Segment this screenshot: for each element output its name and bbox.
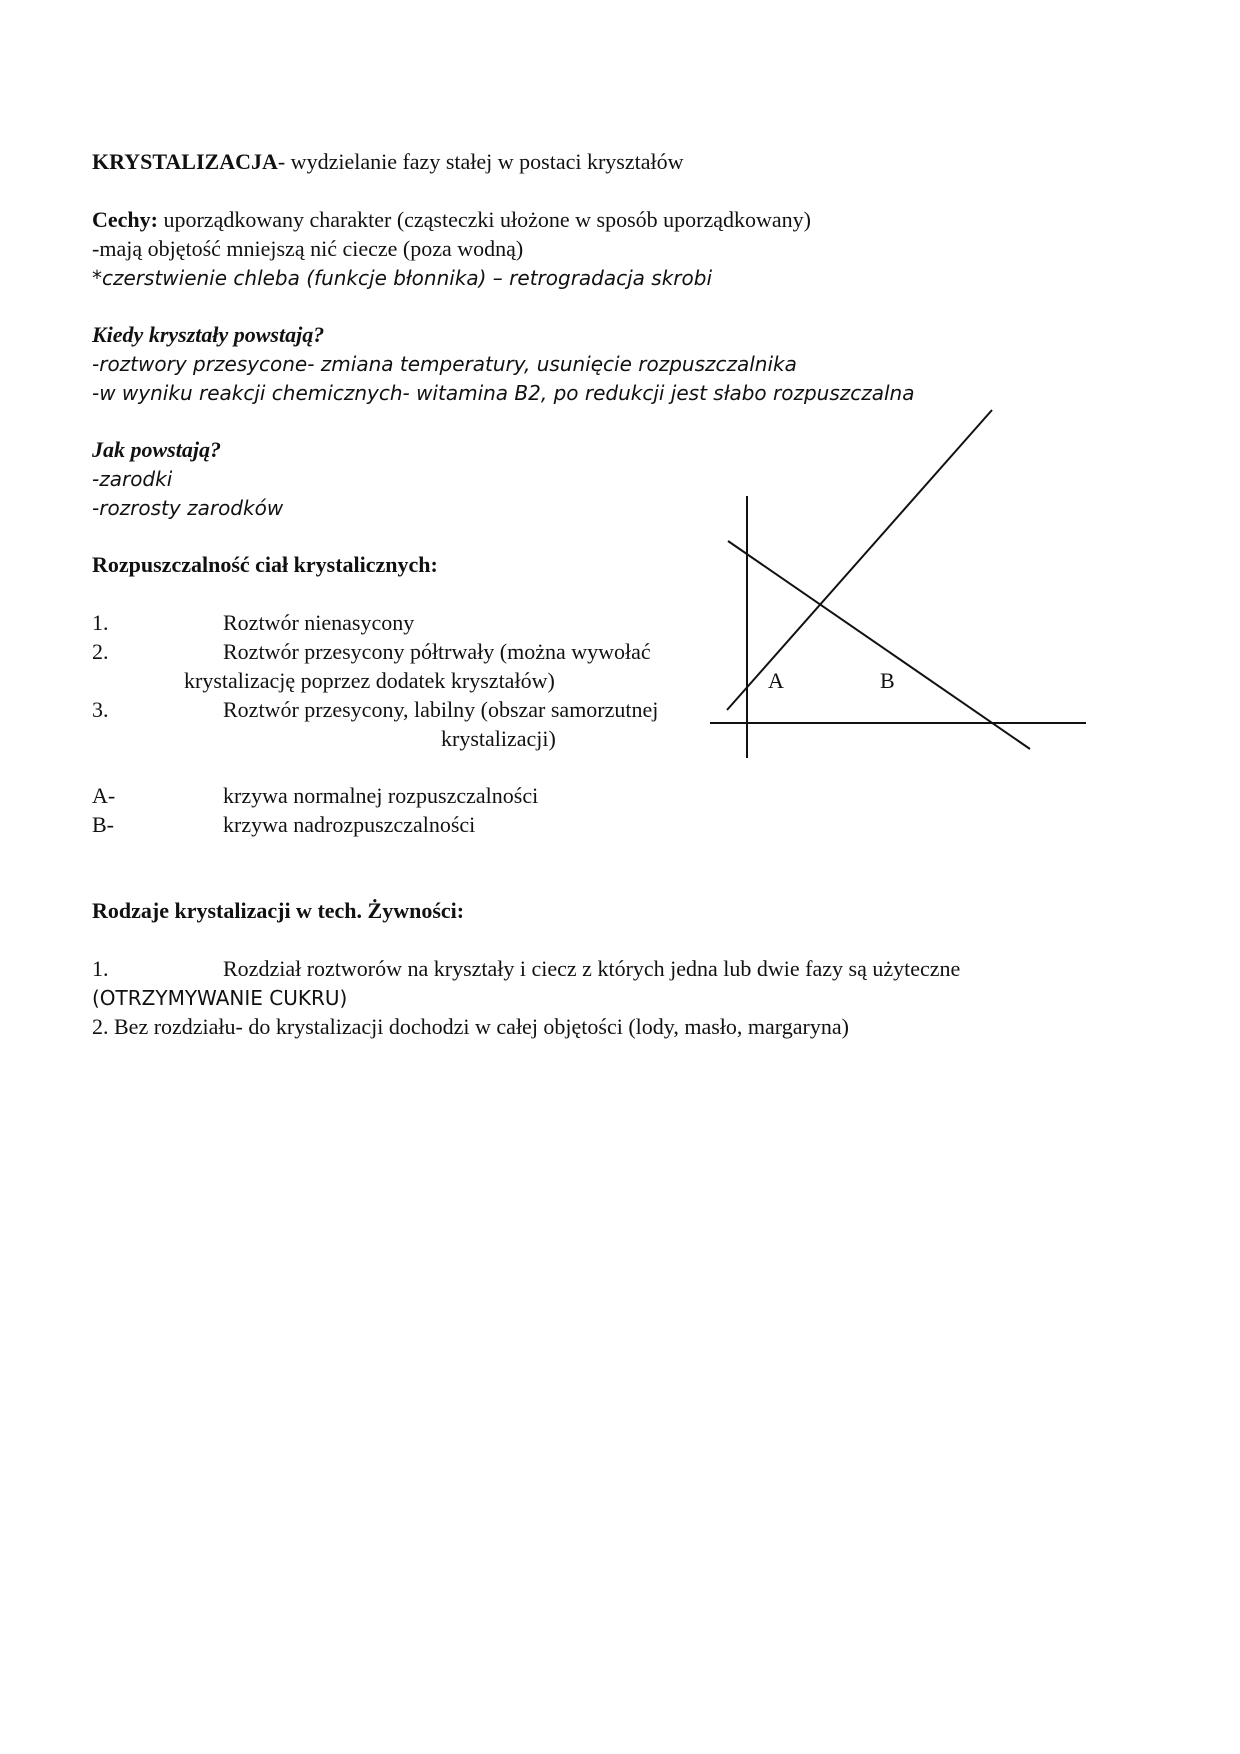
kiedy-heading-text: Kiedy kryształy powstają? xyxy=(92,322,325,347)
rodzaje-heading xyxy=(92,897,464,925)
title-term: KRYSTALIZACJA xyxy=(92,149,278,174)
list-item-2-number: 2. xyxy=(92,639,109,664)
rodzaje-heading-text: Rodzaje krystalizacji w tech. Żywności: xyxy=(92,898,465,923)
title-definition: - wydzielanie fazy stałej w postaci kryształów xyxy=(277,149,684,174)
rodzaje-item-1-number: 1. xyxy=(92,956,109,981)
label-b: B xyxy=(880,668,895,693)
legend-key-a: A- xyxy=(92,783,116,808)
list-item-3-number: 3. xyxy=(92,697,109,722)
cechy-label: Cechy: xyxy=(92,207,158,232)
curve-a-line xyxy=(727,410,992,710)
kiedy-line-2: -w wyniku reakcji chemicznych- witamina B2, po redukcji jest słabo rozpuszczalna xyxy=(92,381,915,405)
cechy-line-2: -mają objętość mniejszą nić ciecze (poza wodną) xyxy=(92,236,524,261)
list-item-3-text: Roztwór przesycony, labilny (obszar samorzutnej xyxy=(223,697,659,722)
legend-text-b: krzywa nadrozpuszczalności xyxy=(223,812,476,837)
cechy-line xyxy=(92,206,811,234)
legend-key-b: B- xyxy=(92,812,114,837)
jak-heading-text: Jak powstają? xyxy=(92,437,221,462)
jak-heading xyxy=(92,436,221,464)
list-item-1-number: 1. xyxy=(92,610,109,635)
list-item-2-text: Roztwór przesycony półtrwały (można wywołać xyxy=(223,639,651,664)
list-item-2-text-cont: krystalizację poprzez dodatek kryształów) xyxy=(184,668,555,693)
legend-text-a: krzywa normalnej rozpuszczalności xyxy=(223,783,539,808)
list-item-3-text-cont: krystalizacji) xyxy=(441,726,556,751)
cechy-text: uporządkowany charakter (cząsteczki ułożone w sposób uporządkowany) xyxy=(157,207,812,232)
curve-b-line xyxy=(728,541,1030,749)
label-a: A xyxy=(768,668,784,693)
rozpuszczalnosc-heading-text: Rozpuszczalność ciał krystalicznych: xyxy=(92,552,438,577)
list-item-1-text: Roztwór nienasycony xyxy=(223,610,415,635)
rozpuszczalnosc-heading xyxy=(92,551,438,579)
rodzaje-item-1-cont: (OTRZYMYWANIE CUKRU) xyxy=(92,986,348,1010)
jak-line-2: -rozrosty zarodków xyxy=(92,496,284,520)
kiedy-line-1: -roztwory przesycone- zmiana temperatury, usunięcie rozpuszczalnika xyxy=(92,352,797,376)
jak-line-1: -zarodki xyxy=(92,467,173,491)
title-line xyxy=(92,148,683,176)
rodzaje-item-2: 2. Bez rozdziału- do krystalizacji dochodzi w całej objętości (lody, masło, margaryna) xyxy=(92,1014,849,1039)
cechy-line-3: *czerstwienie chleba (funkcje błonnika) – retrogradacja skrobi xyxy=(92,266,712,290)
solubility-diagram xyxy=(700,400,1100,770)
rodzaje-item-1-text: Rozdział roztworów na kryształy i ciecz z których jedna lub dwie fazy są użyteczne xyxy=(223,956,961,981)
kiedy-heading xyxy=(92,321,324,349)
